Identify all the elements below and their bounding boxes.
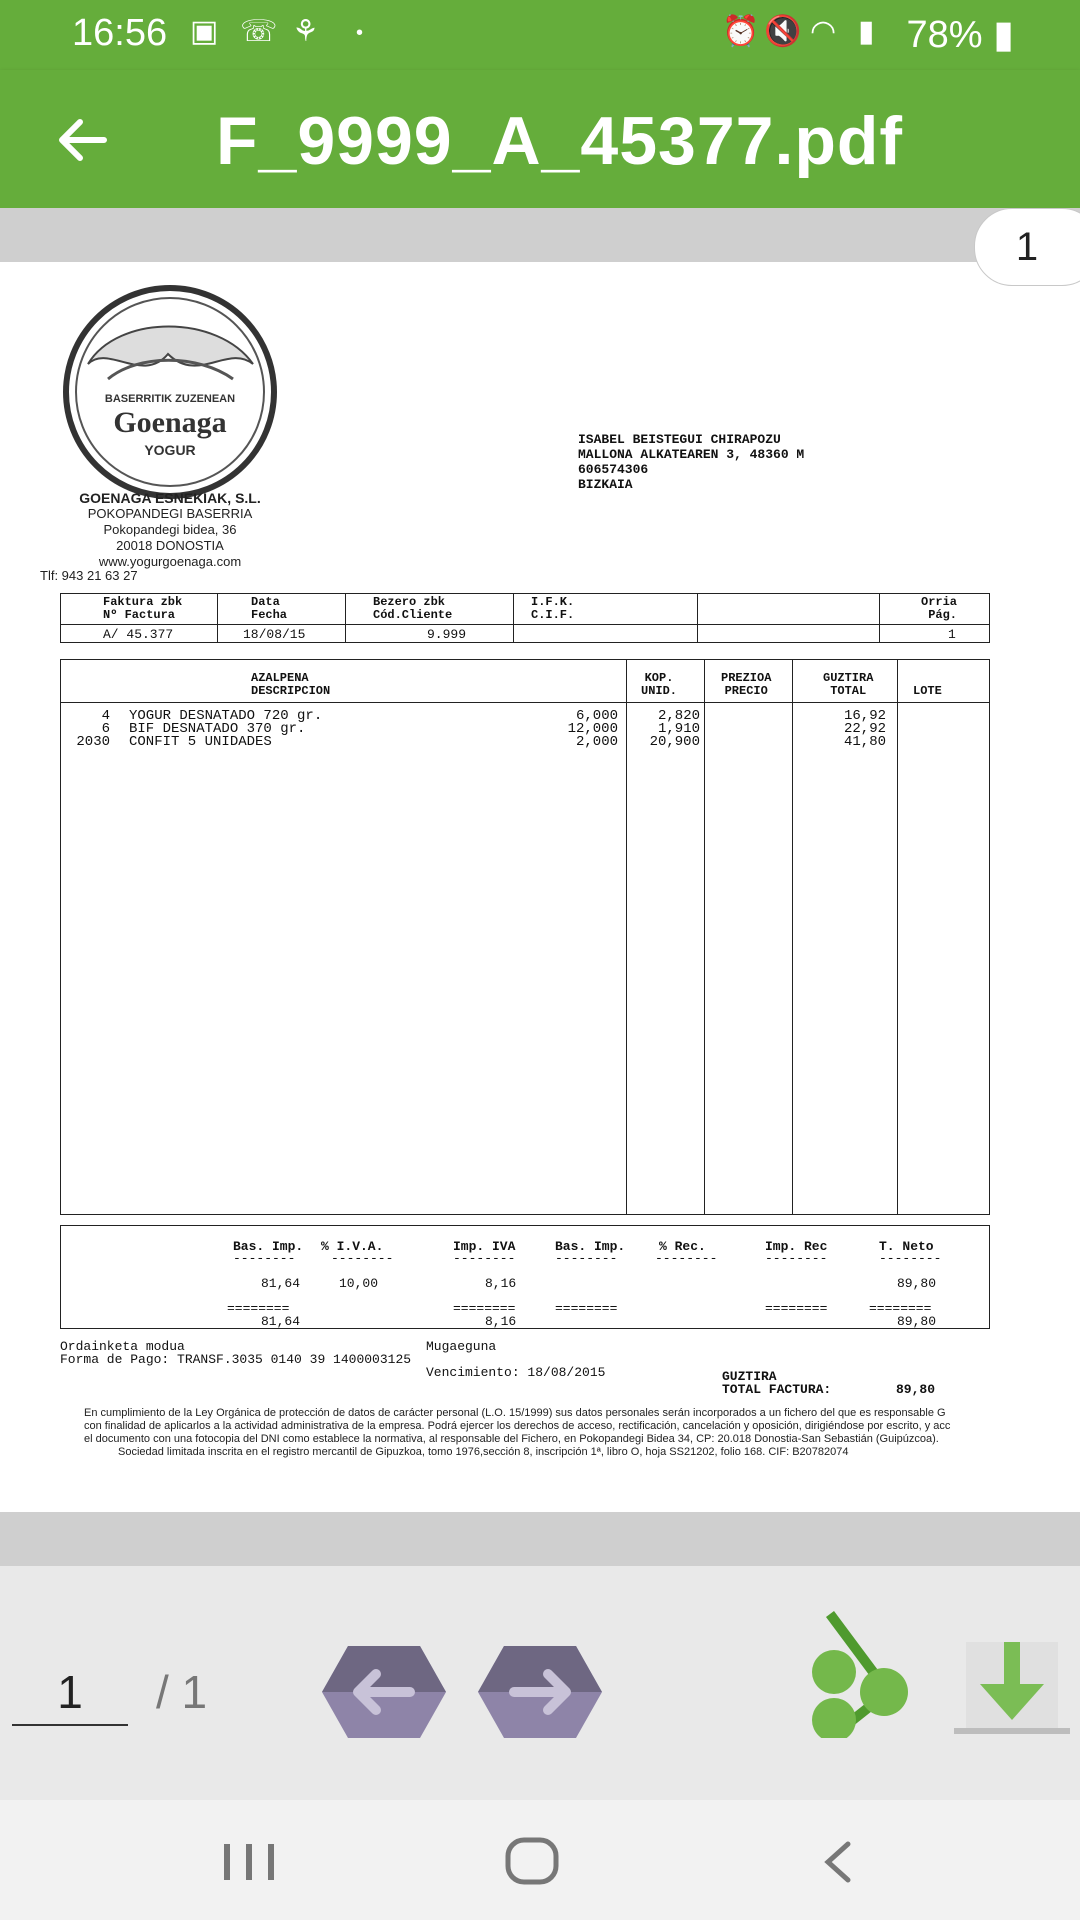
payment-mode-label: Ordainketa modua bbox=[60, 1339, 185, 1354]
logo-brand: Goenaga bbox=[113, 406, 227, 439]
home-icon[interactable] bbox=[504, 1836, 560, 1886]
due-date: Vencimiento: 18/08/2015 bbox=[426, 1365, 606, 1380]
company-block bbox=[40, 490, 300, 570]
page-indicator-badge: 1 bbox=[974, 208, 1080, 286]
back-arrow-icon[interactable] bbox=[52, 110, 112, 170]
app-notification-icon: ⚘ bbox=[292, 15, 319, 48]
signal-icon: ▮ bbox=[858, 15, 875, 48]
download-button[interactable] bbox=[954, 1640, 1070, 1740]
back-nav-icon[interactable] bbox=[812, 1840, 872, 1884]
total-label-es: TOTAL FACTURA: bbox=[722, 1382, 832, 1397]
total-label-eu: GUZTIRA bbox=[722, 1369, 777, 1384]
company-name: GOENAGA ESNEKIAK, S.L. bbox=[79, 490, 261, 506]
client-code-label: Bezero zbk Cód.Cliente bbox=[373, 595, 453, 622]
alarm-icon: ⏰ bbox=[722, 15, 760, 48]
share-button[interactable] bbox=[808, 1580, 910, 1738]
gallery-icon: ▣ bbox=[190, 15, 219, 48]
invoice-number-label: Faktura zbk Nº Factura bbox=[103, 595, 183, 622]
tax-pct: 10,00 bbox=[339, 1276, 379, 1291]
app-bar bbox=[0, 70, 1080, 208]
battery-level: 78% ▮ bbox=[906, 14, 1014, 56]
lote-header: LOTE bbox=[913, 684, 942, 698]
status-time: 16:56 bbox=[72, 12, 168, 54]
client-code: 9.999 bbox=[427, 627, 467, 642]
share-icon bbox=[812, 1614, 908, 1738]
recent-apps-icon[interactable] bbox=[220, 1840, 280, 1884]
previous-page-button[interactable] bbox=[322, 1646, 446, 1738]
logo-top-text: BASERRITIK ZUZENEAN bbox=[104, 393, 236, 405]
pdf-page bbox=[0, 262, 1080, 1512]
status-bar bbox=[0, 0, 1080, 70]
invoice-header-table bbox=[60, 593, 990, 643]
logo-sub: YOGUR bbox=[144, 442, 196, 458]
legal-notice: En cumplimiento de la Ley Orgánica de protección de datos de carácter personal (L.O. 15/1999) sus datos personales serán incorporados a un fichero del que es responsable G con finalidad de aplicarlos a la actividad administrativa de la empresa. Podrá ejercer los derechos de acceso, rectificación, cancelación y oposición, dirigiéndose por escrito, y acc el documento con una fotocopia del DNI como establece la normativa, al responsable del Fichero, en Pokopandegi Bidea 34, CP: 20.018 Donostia-San Sebastián (Guipúzcoa). Sociedad limitada inscrita en el registro mercantil de Gipuzkoa, tomo 1976,sección 8, inscripción 1ª, libro O, hoja SS21202, folio 168. CIF: B20782074 bbox=[84, 1407, 951, 1458]
company-farm: POKOPANDEGI BASERRIA bbox=[87, 506, 253, 521]
company-web: www.yogurgoenaga.com bbox=[98, 554, 242, 569]
battery-icon: ▮ bbox=[993, 14, 1014, 56]
tax-amount: 8,16 bbox=[485, 1276, 517, 1291]
tax-base: 81,64 bbox=[261, 1276, 301, 1291]
client-line: BIZKAIA bbox=[578, 477, 633, 492]
due-label: Mugaeguna bbox=[426, 1339, 497, 1354]
company-street: Pokopandegi bidea, 36 bbox=[103, 522, 237, 537]
price-header: PREZIOA PRECIO bbox=[721, 671, 772, 698]
date-label: Data Fecha bbox=[251, 595, 288, 622]
company-phone: Tlf: 943 21 63 27 bbox=[40, 568, 138, 583]
payment-form: Forma de Pago: TRANSF.3035 0140 39 1400003125 bbox=[60, 1352, 412, 1367]
client-line: 606574306 bbox=[578, 462, 649, 477]
qty-header: KOP. UNID. bbox=[641, 671, 678, 698]
dot-icon: • bbox=[356, 22, 364, 44]
page-total: / 1 bbox=[156, 1666, 208, 1718]
missed-call-icon: ☏ bbox=[240, 15, 278, 48]
invoice-date: 18/08/15 bbox=[243, 627, 306, 642]
document-title: F_9999_A_45377.pdf bbox=[216, 103, 904, 179]
page-label: Orria Pág. bbox=[921, 595, 958, 622]
tax-summary-table: Bas. Imp. % I.V.A. Imp. IVA Bas. Imp. % Rec. Imp. Rec T. Neto -------- -------- -------- -------- -------- -------- -------- 81,64 10,00 8,16 89,80 ======== ======== ======== ======== ======== 81,64 8,16 89,80 bbox=[60, 1225, 990, 1329]
wifi-icon: ◠ bbox=[810, 15, 837, 48]
mute-icon: 🔇 bbox=[764, 15, 802, 48]
company-city: 20018 DONOSTIA bbox=[116, 538, 224, 553]
cif-label: I.F.K. C.I.F. bbox=[531, 595, 575, 622]
download-icon bbox=[954, 1642, 1070, 1734]
invoice-lines-table: AZALPENA DESCRIPCION KOP. UNID. PREZIOA PRECIO GUZTIRA TOTAL LOTE 4 YOGUR DESNATADO 720 gr. 6,000 2,820 16,92 6 BIF DESNATADO 370 gr. 12,000 1,910 22,92 2030 CONFIT 5 UNIDADES 2,000 20,900 41,80 bbox=[60, 659, 990, 1215]
page-number-input[interactable]: 1 bbox=[12, 1664, 128, 1726]
total-header: GUZTIRA TOTAL bbox=[823, 671, 874, 698]
client-line: MALLONA ALKATEAREN 3, 48360 M bbox=[578, 447, 805, 462]
page-number: 1 bbox=[948, 627, 956, 642]
client-line: ISABEL BEISTEGUI CHIRAPOZU bbox=[578, 432, 781, 447]
next-page-button[interactable] bbox=[478, 1646, 602, 1738]
net-total: 89,80 bbox=[897, 1276, 937, 1291]
client-address bbox=[578, 432, 804, 492]
desc-header: AZALPENA DESCRIPCION bbox=[251, 671, 331, 698]
invoice-total: 89,80 bbox=[896, 1382, 936, 1397]
invoice-number: A/ 45.377 bbox=[103, 627, 174, 642]
